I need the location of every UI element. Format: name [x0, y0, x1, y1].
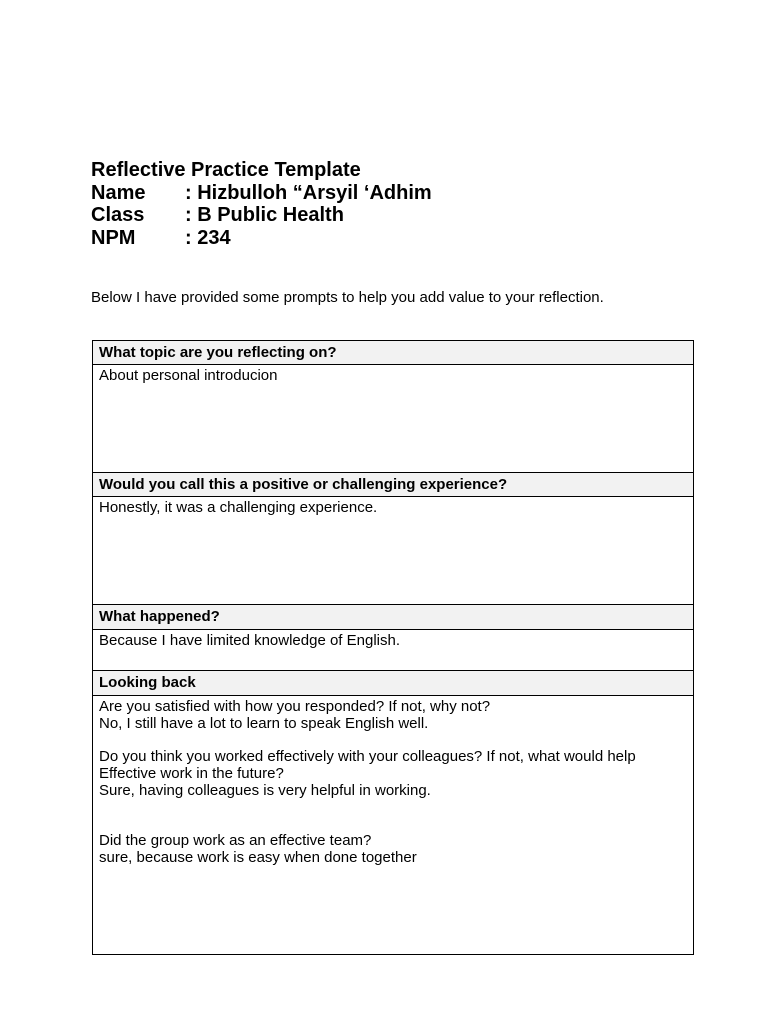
looking-back-question-3: Did the group work as an effective team?: [99, 832, 372, 849]
reflection-table: [92, 340, 694, 955]
npm-label: NPM: [91, 226, 136, 249]
answer-looking-back: [92, 695, 694, 955]
question-experience: Would you call this a positive or challenging experience?: [92, 472, 694, 497]
answer-experience-text: Honestly, it was a challenging experience.: [99, 499, 378, 516]
document-title: Reflective Practice Template: [91, 159, 361, 181]
answer-what-happened: [92, 629, 694, 671]
looking-back-answer-2: Sure, having colleagues is very helpful in working.: [99, 782, 431, 799]
name-value: : Hizbulloh “Arsyil ‘Adhim: [185, 181, 432, 204]
npm-value: : 234: [185, 226, 231, 249]
looking-back-question-2-line-2: Effective work in the future?: [99, 765, 284, 782]
question-topic: What topic are you reflecting on?: [92, 340, 694, 365]
answer-topic: [92, 364, 694, 473]
looking-back-answer-1: No, I still have a lot to learn to speak English well.: [99, 715, 429, 732]
document-header: [91, 159, 432, 249]
looking-back-question-1: Are you satisfied with how you responded? If not, why not?: [99, 698, 491, 715]
looking-back-answer-3: sure, because work is easy when done together: [99, 849, 417, 866]
answer-topic-text: About personal introducion: [99, 367, 278, 384]
looking-back-question-2-line-1: Do you think you worked effectively with your colleagues? If not, what would help: [99, 748, 636, 765]
intro-text: Below I have provided some prompts to help you add value to your reflection.: [91, 289, 604, 306]
name-label: Name: [91, 181, 146, 204]
answer-experience: [92, 496, 694, 605]
question-what-happened: What happened?: [92, 604, 694, 630]
npm-row: [91, 227, 432, 250]
class-value: : B Public Health: [185, 204, 344, 226]
class-label: Class: [91, 204, 145, 226]
answer-what-happened-text: Because I have limited knowledge of English.: [99, 632, 401, 649]
class-row: [91, 204, 432, 227]
name-row: [91, 182, 432, 205]
question-looking-back: Looking back: [92, 670, 694, 696]
